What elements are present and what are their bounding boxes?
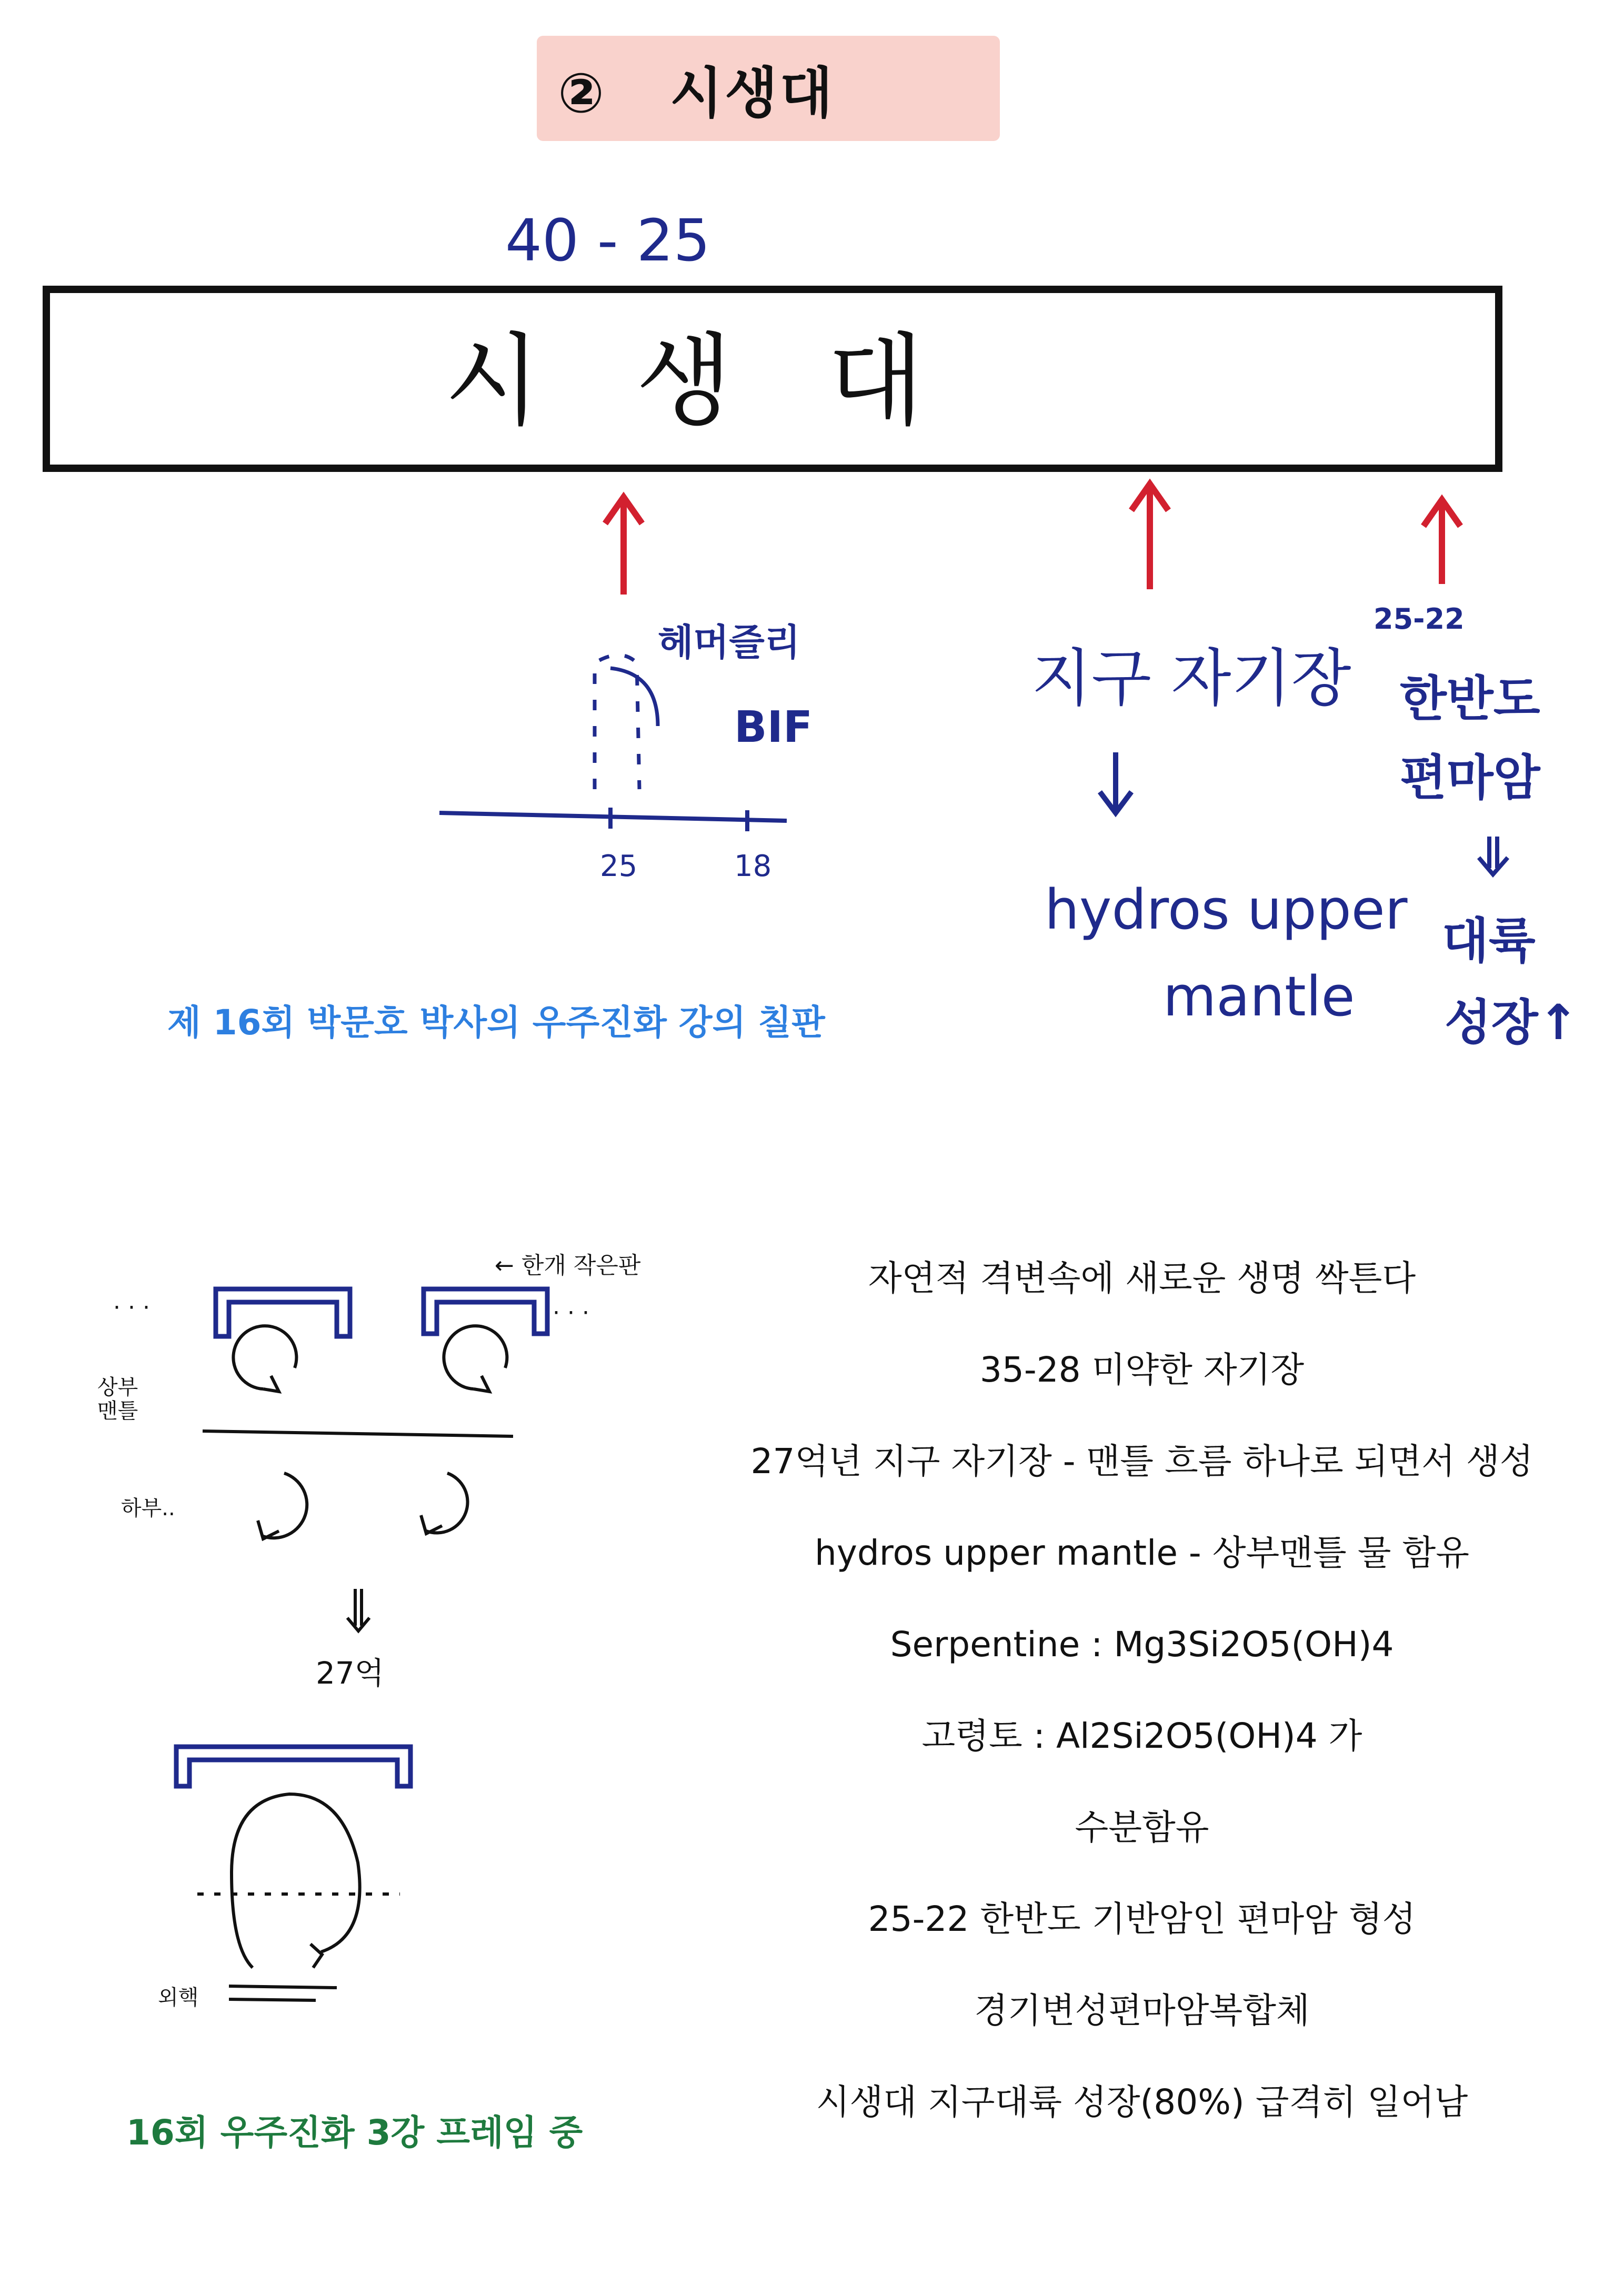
right-dots: · · · bbox=[553, 1300, 589, 1326]
era-range: 40 - 25 bbox=[505, 207, 710, 274]
single-convection-cell bbox=[197, 1794, 400, 2000]
notes-list bbox=[700, 1252, 1584, 2168]
axis-tick-25: 25 bbox=[600, 849, 638, 883]
arrow-middle bbox=[1131, 484, 1168, 589]
gneiss-label: 편마암 bbox=[1400, 750, 1540, 806]
hydros-label-2: mantle bbox=[1163, 964, 1355, 1029]
mantle-sketch bbox=[0, 1210, 737, 2031]
timeline-sketch bbox=[0, 0, 1624, 1105]
lower-label: 하부.. bbox=[121, 1496, 175, 1520]
right-range: 25-22 bbox=[1374, 602, 1465, 636]
note-item: 고령토 : Al2Si2O5(OH)4 가 bbox=[921, 1716, 1362, 1756]
small-plate-note: ← 한개 작은판 bbox=[495, 1252, 641, 1279]
mantle-boundary bbox=[203, 1431, 513, 1436]
note-item: 시생대 지구대륙 성장(80%) 급격히 일어남 bbox=[816, 2082, 1468, 2122]
growth-label: 성장↑ bbox=[1445, 994, 1579, 1051]
hydros-label-1: hydros upper bbox=[1045, 878, 1408, 942]
arrow-right bbox=[1423, 500, 1460, 584]
left-dots: · · · bbox=[113, 1294, 150, 1321]
section-title-text: 시생대 bbox=[669, 61, 835, 125]
note-item: hydros upper mantle - 상부맨틀 물 함유 bbox=[815, 1533, 1469, 1573]
arrow-left bbox=[605, 497, 642, 595]
note-item: Serpentine : Mg3Si2O5(OH)4 bbox=[890, 1624, 1394, 1665]
upper-label-2: 맨틀 bbox=[97, 1399, 138, 1423]
note-item: 35-28 미약한 자기장 bbox=[979, 1350, 1305, 1390]
korea-label: 한반도 bbox=[1400, 671, 1540, 727]
time-label: 27억 bbox=[316, 1655, 384, 1691]
time-arrow bbox=[347, 1589, 369, 1631]
note-item: 27억년 지구 자기장 - 맨틀 흐름 하나로 되면서 생성 bbox=[750, 1441, 1533, 1482]
plate-1 bbox=[216, 1289, 350, 1336]
bif-label: BIF bbox=[734, 702, 813, 752]
continent-label: 대륙 bbox=[1442, 913, 1536, 969]
merged-plate bbox=[176, 1747, 410, 1786]
lower-mantle-currents bbox=[258, 1473, 468, 1539]
outer-core-label: 외핵 bbox=[158, 1986, 199, 2010]
down-arrow-right bbox=[1479, 837, 1508, 874]
upper-mantle-currents bbox=[233, 1326, 507, 1392]
upper-label-1: 상부 bbox=[97, 1375, 138, 1399]
axis-tick-18: 18 bbox=[734, 849, 772, 883]
down-arrow-middle bbox=[1100, 752, 1131, 813]
magnetic-field-label: 지구 자기장 bbox=[1031, 642, 1351, 714]
bottom-caption: 16회 우주진화 3강 프레임 중 bbox=[126, 2112, 583, 2153]
note-item: 자연적 격변속에 새로운 생명 싹튼다 bbox=[868, 1258, 1416, 1298]
note-item: 25-22 한반도 기반암인 편마암 형성 bbox=[868, 1899, 1416, 1939]
era-label: 시 생 대 bbox=[444, 323, 956, 439]
note-item: 경기변성편마암복합체 bbox=[974, 1990, 1310, 2031]
hamersley-label: 헤머즐리 bbox=[658, 621, 800, 664]
bif-graph bbox=[439, 621, 813, 883]
note-item: 수분함유 bbox=[1075, 1807, 1209, 1848]
section-number: ② bbox=[558, 61, 607, 125]
top-caption: 제 16회 박문호 박사의 우주진화 강의 칠판 bbox=[167, 1002, 825, 1043]
